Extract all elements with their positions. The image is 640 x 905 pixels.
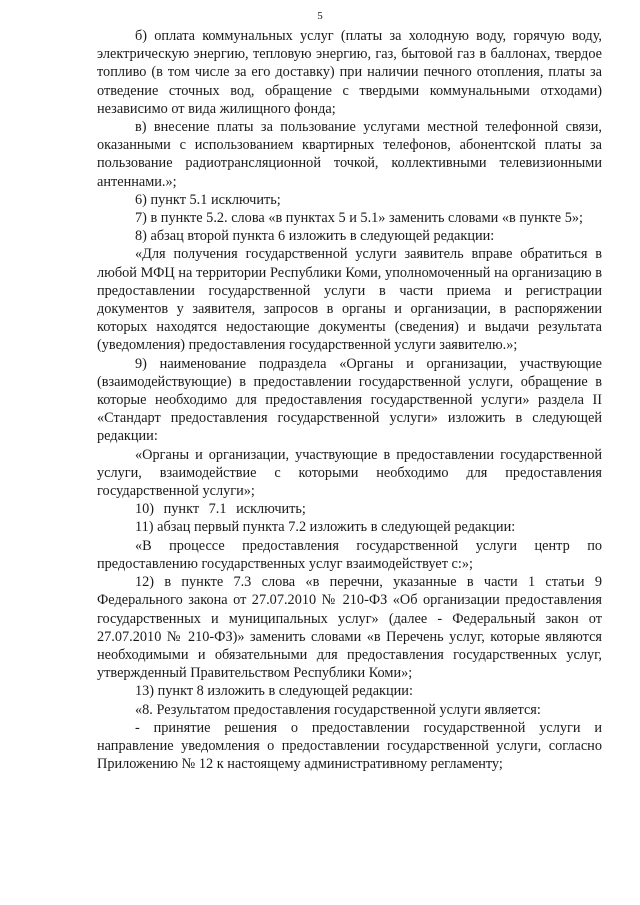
paragraph-b-utilities: б) оплата коммунальных услуг (платы за холодную воду, горячую воду, электрическую энергию, тепловую энергию, газ, бытовой газ в баллонах, твердое топливо (в том числе за его доставку) при наличии печного отопления, платы за отведение сточных вод, обращение с твердыми коммунальными отходами) независимо от вида жилищного фонда; (97, 28, 602, 117)
paragraph-item-8: 8) абзац второй пункта 6 изложить в следующей редакции: (135, 228, 495, 245)
paragraph-item-10: 10) пункт 7.1 исключить; (135, 501, 306, 518)
paragraph-item-12: 12) в пункте 7.3 слова «в перечни, указанные в части 1 статьи 9 Федерального закона от 27.07.2010 № 210-ФЗ «Об организации предоставления государственных и муниципальных услуг» (далее - Федеральный закон от 27.07.2010 № 210-ФЗ)» заменить словами «в Перечень услуг, которые являются необходимыми и обязательными для предоставления государственных услуг, утвержденный Правительством Республики Коми»; (97, 574, 602, 682)
paragraph-item-9-quote: «Органы и организации, участвующие в предоставлении государственной услуги, взаимодействие с которыми необходимо для предоставления государственной услуги»; (97, 446, 602, 500)
paragraph-item-6: 6) пункт 5.1 исключить; (135, 191, 281, 208)
paragraph-item-8-quote: «Для получения государственной услуги заявитель вправе обратиться в любой МФЦ на территории Республики Коми, уполномоченный на организацию в предоставлении государственной услуги в части приема и регистрации документов у заявителя, запросов в органы и организации, в распоряжении которых находятся недостающие документы (сведения) и выдачи результата (уведомления) предоставления государственной услуги заявителю.»; (97, 246, 602, 354)
paragraph-item-13-quote: «8. Результатом предоставления государственной услуги является: (135, 701, 541, 718)
page-number: 5 (317, 10, 323, 22)
paragraph-item-9: 9) наименование подраздела «Органы и организации, участвующие (взаимодействующие) в предоставлении государственной услуги, обращение в которые необходимо для предоставления государственной услуги» раздела II «Стандарт предоставления государственной услуги» изложить в следующей редакции: (97, 355, 602, 445)
paragraph-item-11-quote: «В процессе предоставления государственной услуги центр по предоставлению государственных услуг взаимодействует с:»; (97, 537, 602, 572)
paragraph-item-11: 11) абзац первый пункта 7.2 изложить в следующей редакции: (135, 519, 516, 536)
paragraph-v-telephone: в) внесение платы за пользование услугами местной телефонной связи, оказанными с использованием квартирных телефонов, абонентской платы за пользование радиотрансляционной точкой, коллективными телевизионными антеннами.»; (97, 119, 602, 190)
paragraph-item-13-result: - принятие решения о предоставлении государственной услуги и направление уведомления о предоставлении государственной услуги, согласно Приложению № 12 к настоящему административному регламенту; (97, 719, 602, 773)
document-body (97, 27, 602, 773)
paragraph-item-13: 13) пункт 8 изложить в следующей редакции: (135, 683, 413, 700)
paragraph-item-7: 7) в пункте 5.2. слова «в пунктах 5 и 5.1» заменить словами «в пункте 5»; (135, 210, 583, 227)
